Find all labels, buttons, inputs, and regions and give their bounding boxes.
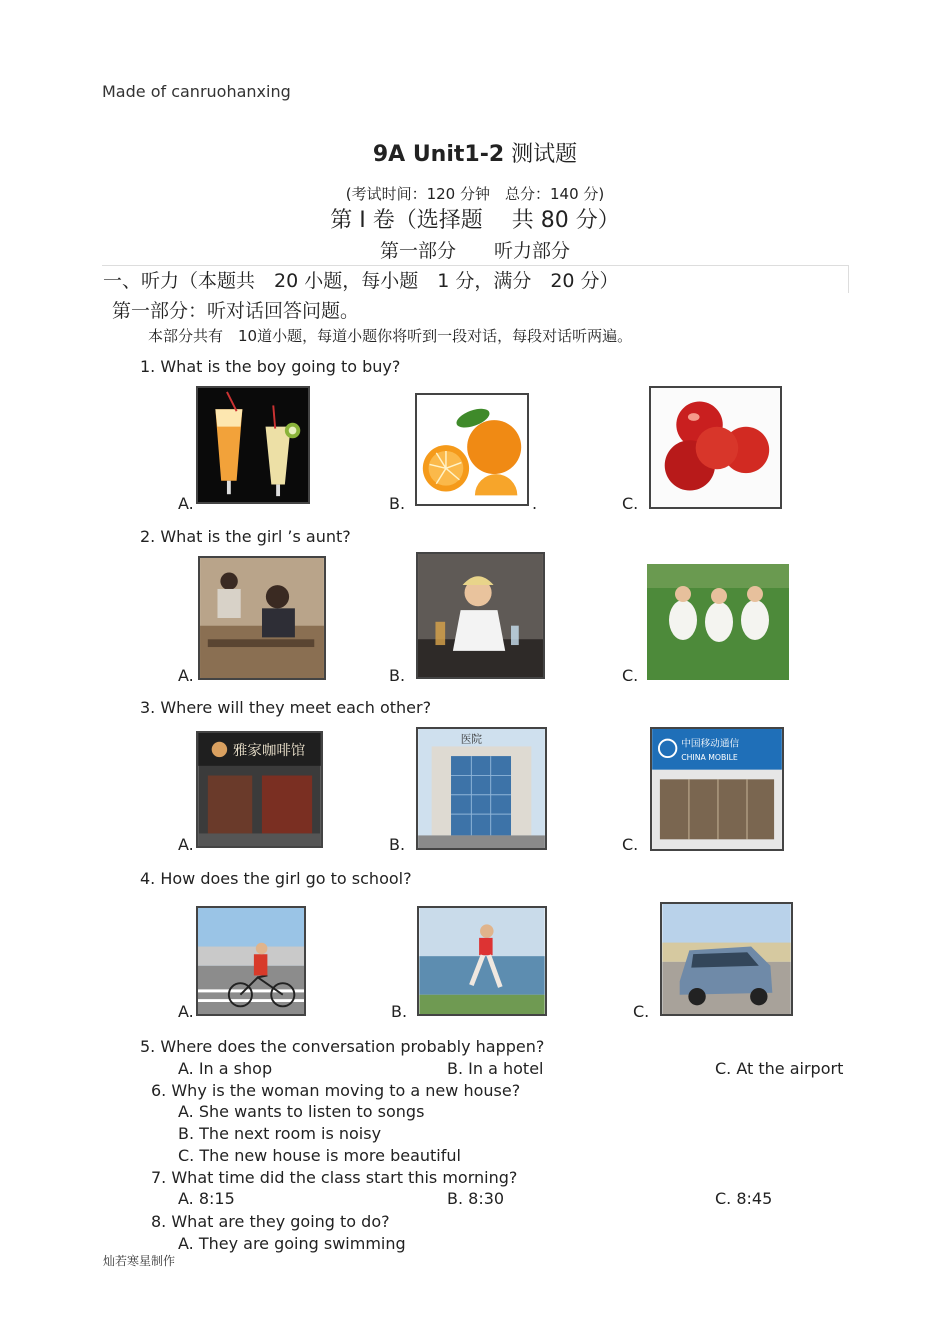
q4-label-b: B.: [391, 1002, 408, 1021]
q5-option-a: A. In a shop: [178, 1059, 273, 1078]
q2-label-c: C.: [622, 666, 639, 685]
bicycle-image: [196, 906, 306, 1016]
subsection-heading: 第一部分：听对话回答问题。: [112, 300, 360, 322]
walking-image: [417, 906, 547, 1016]
car-image: [660, 902, 793, 1016]
coffee-shop-sign: 雅家咖啡馆: [232, 743, 306, 760]
section-heading: 一、听力（本题共 20 小题，每小题 1 分，满分 20 分）: [103, 270, 619, 292]
exam-info: (考试时间：120 分钟 总分：140 分): [345, 185, 605, 203]
page-title: [0, 137, 950, 168]
page-footer: 灿若寒星制作: [103, 1254, 176, 1268]
q3-label-c: C.: [622, 835, 639, 854]
q3-label-b: B.: [389, 835, 406, 854]
title-cn: 测试题: [504, 142, 578, 167]
question-1: 1. What is the boy going to buy?: [140, 357, 401, 376]
q1-label-c: C.: [622, 494, 639, 513]
apples-image: [649, 386, 782, 509]
q5-option-b: B. In a hotel: [447, 1059, 544, 1078]
page-header: Made of canruohanxing: [102, 82, 291, 101]
q2-label-a: A.: [178, 666, 194, 685]
q6-option-c: C. The new house is more beautiful: [178, 1146, 461, 1165]
title-bold: 9A Unit1-2: [372, 142, 505, 167]
question-5: 5. Where does the conversation probably happen?: [140, 1037, 545, 1056]
q8-option-a: A. They are going swimming: [178, 1234, 406, 1253]
part-heading: 第一部分 听力部分: [379, 240, 570, 262]
question-4: 4. How does the girl go to school?: [140, 869, 412, 888]
q2-label-b: B.: [389, 666, 406, 685]
q4-label-a: A.: [178, 1002, 194, 1021]
question-6: 6. Why is the woman moving to a new house?: [151, 1081, 521, 1100]
oranges-image: [415, 393, 529, 506]
q6-option-b: B. The next room is noisy: [178, 1124, 382, 1143]
q6-option-a: A. She wants to listen to songs: [178, 1102, 425, 1121]
juice-drinks-image: [196, 386, 310, 504]
china-mobile-store-image: [650, 727, 784, 851]
stray-dot: .: [532, 494, 538, 513]
question-8: 8. What are they going to do?: [151, 1212, 390, 1231]
q7-option-a: A. 8:15: [178, 1189, 235, 1208]
hospital-building-image: [416, 727, 547, 850]
question-2: 2. What is the girl ’s aunt?: [140, 527, 351, 546]
q3-label-a: A.: [178, 835, 194, 854]
china-mobile-sign-cn: 中国移动通信: [681, 738, 740, 750]
question-7: 7. What time did the class start this morning?: [151, 1168, 518, 1187]
q7-option-c: C. 8:45: [715, 1189, 773, 1208]
china-mobile-sign-en: CHINA MOBILE: [681, 752, 738, 762]
coffee-shop-image: [196, 731, 323, 848]
factory-workers-image: [198, 556, 326, 680]
q5-option-c: C. At the airport: [715, 1059, 844, 1078]
instructions: 本部分共有 10道小题，每道小题你将听到一段对话，每段对话听两遍。: [148, 327, 633, 345]
q7-option-b: B. 8:30: [447, 1189, 505, 1208]
q1-label-a: A.: [178, 494, 194, 513]
nurses-image: [647, 564, 789, 680]
scientist-image: [416, 552, 545, 679]
hospital-sign: 医院: [460, 732, 482, 746]
volume-heading: 第 Ⅰ 卷（选择题 共 80 分）: [330, 208, 620, 233]
question-3: 3. Where will they meet each other?: [140, 698, 432, 717]
q1-label-b: B.: [389, 494, 406, 513]
q4-label-c: C.: [633, 1002, 650, 1021]
